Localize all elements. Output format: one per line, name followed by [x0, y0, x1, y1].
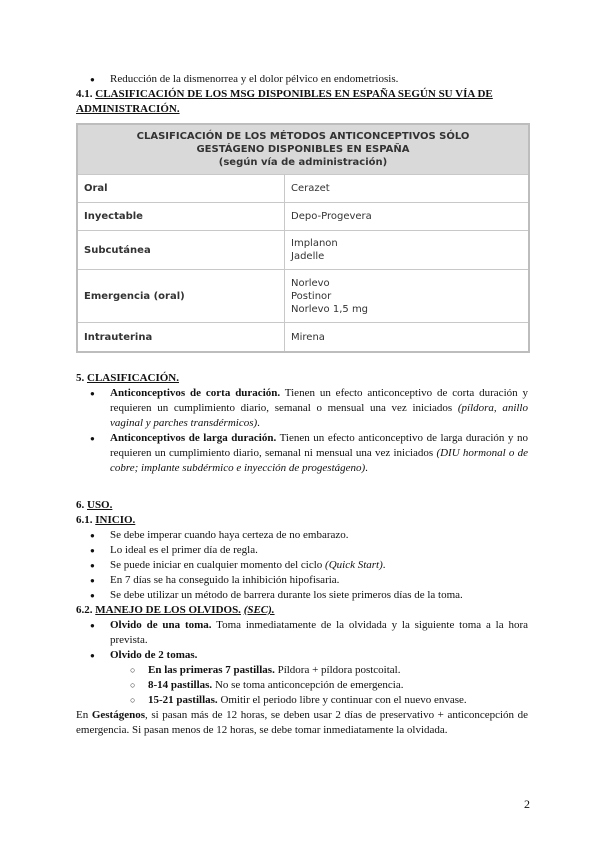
intro-list: [76, 72, 528, 87]
section-6-heading: 6. USO.: [76, 499, 113, 511]
table-header: CLASIFICACIÓN DE LOS MÉTODOS ANTICONCEPTIVOS SÓLO GESTÁGENO DISPONIBLES EN ESPAÑA (según vía de administración): [78, 125, 528, 175]
section-4-1-heading: 4.1. CLASIFICACIÓN DE LOS MSG DISPONIBLES EN ESPAÑA SEGÚN SU VÍA DE ADMINISTRACIÓN.: [76, 88, 493, 115]
olvidos-list: [76, 618, 528, 708]
list-item: ● Anticonceptivos de corta duración. Tienen un efecto anticonceptivo de corta duración y requieren un cumplimiento diario, semanal o mensual una vez iniciados (píldora, anillo vaginal y parches transdérmicos).: [76, 386, 528, 431]
list-item: ● Se debe utilizar un método de barrera durante los siete primeros días de la toma.: [76, 588, 528, 603]
table-row: Emergencia (oral) Norlevo Postinor Norlevo 1,5 mg: [78, 270, 528, 323]
table-row: Subcutánea Implanon Jadelle: [78, 231, 528, 270]
list-item: ● Se puede iniciar en cualquier momento del ciclo (Quick Start).: [76, 558, 528, 573]
sub-list-item: ○ 8-14 pastillas. No se toma anticoncepción de emergencia.: [76, 678, 528, 693]
msg-classification-table: [76, 123, 530, 353]
table-row: Inyectable Depo-Progevera: [78, 203, 528, 231]
list-item: ● Olvido de una toma. Toma inmediatamente de la olvidada y la siguiente toma a la hora prevista.: [76, 618, 528, 648]
gestagenos-paragraph: En Gestágenos, si pasan más de 12 horas, se deben usar 2 días de preservativo + anticoncepción de emergencia. Si pasan menos de 12 horas, se debe tomar inmediatamente la olvidada.: [76, 709, 528, 736]
table-row: Oral Cerazet: [78, 175, 528, 203]
table-row: Intrauterina Mirena: [78, 323, 528, 352]
classification-list: [76, 386, 528, 476]
list-item: ● Olvido de 2 tomas.: [76, 648, 528, 663]
page-number: 2: [524, 797, 530, 811]
sub-list-item: ○ 15-21 pastillas. Omitir el periodo libre y continuar con el nuevo envase.: [76, 693, 528, 708]
page-content: [76, 72, 528, 738]
list-item: ● Anticonceptivos de larga duración. Tienen un efecto anticonceptivo de larga duración y no requieren un cumplimiento diario, semanal ni mensual una vez iniciados (DIU hormonal o de cobre; implante subdérmico e inyección de progestágeno).: [76, 431, 528, 476]
inicio-list: [76, 528, 528, 603]
sub-list-item: ○ En las primeras 7 pastillas. Píldora + píldora postcoital.: [76, 663, 528, 678]
list-item: ● Se debe imperar cuando haya certeza de no embarazo.: [76, 528, 528, 543]
list-item: ● Lo ideal es el primer día de regla.: [76, 543, 528, 558]
section-6-1-heading: 6.1. INICIO.: [76, 514, 136, 526]
list-item: ● En 7 días se ha conseguido la inhibición hipofisaria.: [76, 573, 528, 588]
section-5-heading: 5. CLASIFICACIÓN.: [76, 372, 179, 384]
list-item: ● Reducción de la dismenorrea y el dolor pélvico en endometriosis.: [76, 72, 528, 87]
section-6-2-heading: 6.2. MANEJO DE LOS OLVIDOS. (SEC).: [76, 604, 275, 616]
